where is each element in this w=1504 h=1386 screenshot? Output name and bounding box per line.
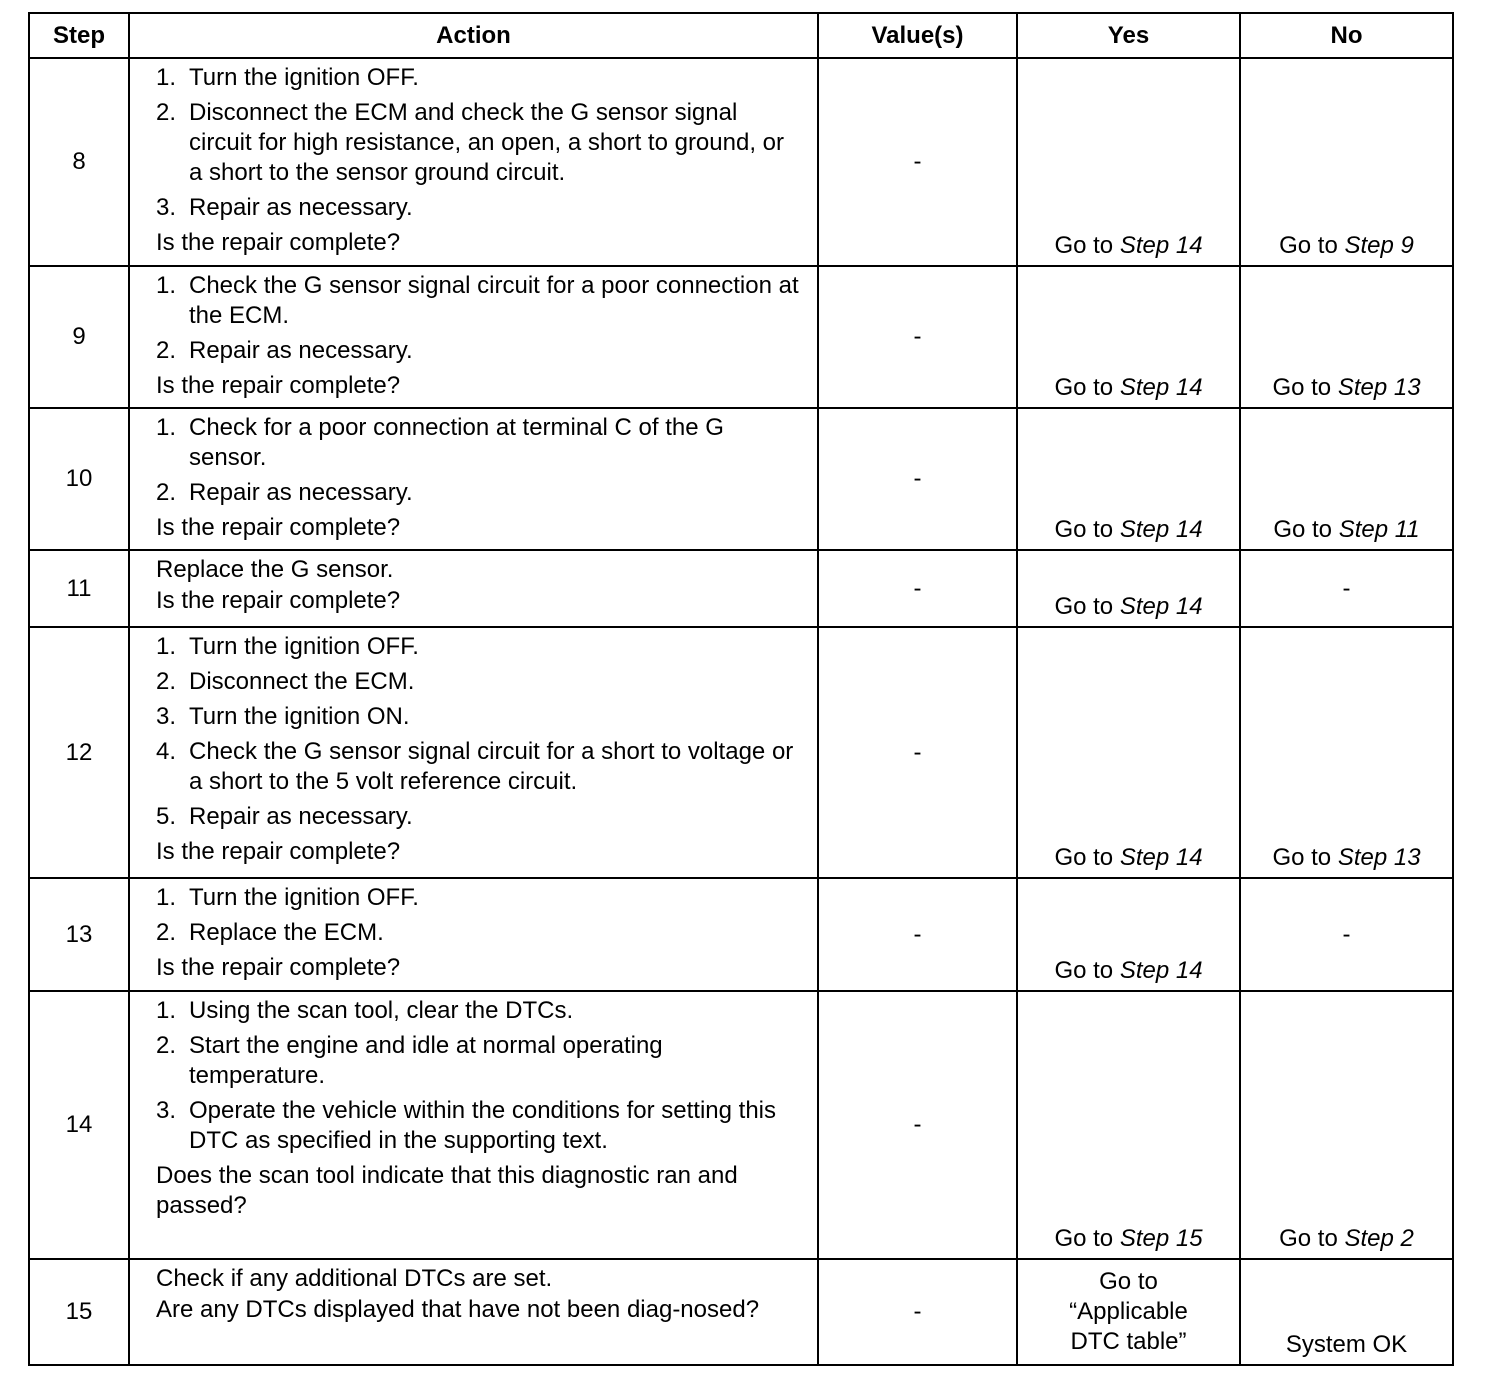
item-number: 3. [156,1097,177,1124]
no-cell [1240,991,1453,1259]
step-reference: Step 14 [1119,593,1203,620]
item-text: Repair as necessary. [189,194,413,221]
goto-prefix: Go to [1054,593,1120,620]
item-number: 1. [156,414,177,441]
item-number: 1. [156,884,177,911]
item-text: Turn the ignition OFF. [189,884,419,911]
action-cell [129,1259,818,1365]
item-number: 1. [156,272,177,299]
goto-prefix: Go to [1272,844,1338,871]
goto-prefix: Go to [1054,516,1120,543]
table-row [29,408,1453,550]
action-item [156,1031,799,1091]
value-cell: - [818,550,1017,627]
step-number: 8 [29,58,129,266]
goto-prefix: Go to [1273,516,1339,543]
yes-cell [1017,550,1240,627]
yes-line: DTC table” [1070,1328,1187,1355]
value-cell: - [818,1259,1017,1365]
item-number: 2. [156,668,177,695]
no-cell [1240,58,1453,266]
value-cell: - [818,408,1017,550]
goto-prefix: Go to [1272,374,1338,401]
value-cell: - [818,878,1017,991]
goto-prefix: Go to [1054,844,1120,871]
no-cell [1240,408,1453,550]
action-text: Replace the G sensor. [156,556,394,583]
action-item [156,918,799,948]
item-number: 2. [156,337,177,364]
action-item [156,98,799,188]
no-cell [1240,878,1453,991]
no-cell [1240,266,1453,408]
item-text: Start the engine and idle at normal operating temperature. [189,1032,663,1089]
item-text: Repair as necessary. [189,803,413,830]
item-text: Disconnect the ECM. [189,668,415,695]
header-row [29,13,1453,58]
yes-cell [1017,1259,1240,1365]
no-text: - [1342,574,1351,602]
item-text: Turn the ignition OFF. [189,64,419,91]
yes-cell [1017,58,1240,266]
step-reference: Step 15 [1119,1225,1203,1252]
yes-line: “Applicable [1069,1298,1188,1325]
goto-prefix: Go to [1054,957,1120,984]
action-item [156,271,799,331]
item-number: 3. [156,703,177,730]
item-text: Check the G sensor signal circuit for a poor connection at the ECM. [189,272,799,329]
action-question: Is the repair complete? [156,587,401,614]
step-reference: Step 14 [1119,516,1203,543]
item-number: 4. [156,738,177,765]
item-text: Using the scan tool, clear the DTCs. [189,997,574,1024]
item-number: 2. [156,919,177,946]
no-cell [1240,627,1453,878]
step-number: 13 [29,878,129,991]
header-step: Step [29,13,129,58]
step-number: 10 [29,408,129,550]
item-text: Turn the ignition OFF. [189,633,419,660]
goto-prefix: Go to [1054,1225,1120,1252]
action-item [156,996,799,1026]
yes-cell [1017,627,1240,878]
yes-line: Go to [1099,1268,1158,1295]
item-text: Disconnect the ECM and check the G sensor signal circuit for high resistance, an open, a short to ground, or a short to the sensor ground circuit. [189,99,784,186]
table-row [29,991,1453,1259]
header-yes: Yes [1017,13,1240,58]
value-cell: - [818,266,1017,408]
item-number: 2. [156,479,177,506]
no-text: System OK [1285,1331,1408,1358]
goto-prefix: Go to [1054,374,1120,401]
action-item [156,193,799,223]
item-text: Replace the ECM. [189,919,384,946]
step-reference: Step 13 [1337,374,1421,401]
step-reference: Step 11 [1338,516,1420,543]
action-question: Is the repair complete? [156,954,401,981]
goto-prefix: Go to [1279,1225,1345,1252]
goto-prefix: Go to [1279,232,1345,259]
header-values: Value(s) [818,13,1017,58]
step-reference: Step 14 [1119,232,1203,259]
action-item [156,1096,799,1156]
step-number: 12 [29,627,129,878]
action-item [156,802,799,832]
yes-cell [1017,991,1240,1259]
action-cell [129,266,818,408]
value-cell: - [818,991,1017,1259]
action-item [156,632,799,662]
item-number: 2. [156,99,177,126]
action-item [156,737,799,797]
step-number: 14 [29,991,129,1259]
header-no: No [1240,13,1453,58]
action-question: Is the repair complete? [156,838,401,865]
item-text: Operate the vehicle within the conditions for setting this DTC as specified in the supporting text. [189,1097,776,1154]
table-row [29,266,1453,408]
table-row [29,550,1453,627]
action-item [156,63,799,93]
table-row [29,627,1453,878]
action-cell [129,627,818,878]
yes-cell [1017,266,1240,408]
action-cell [129,408,818,550]
action-item [156,336,799,366]
item-number: 1. [156,997,177,1024]
goto-prefix: Go to [1054,232,1120,259]
item-text: Turn the ignition ON. [189,703,410,730]
item-text: Check for a poor connection at terminal C of the G sensor. [189,414,724,471]
action-item [156,667,799,697]
action-cell [129,550,818,627]
table-row [29,1259,1453,1365]
no-text: - [1342,920,1351,948]
item-number: 2. [156,1032,177,1059]
step-number: 15 [29,1259,129,1365]
action-text: Check if any additional DTCs are set. [156,1265,553,1292]
action-cell [129,991,818,1259]
yes-cell [1017,408,1240,550]
step-number: 11 [29,550,129,627]
step-reference: Step 14 [1119,844,1203,871]
diagnostic-table [28,12,1454,1366]
item-number: 3. [156,194,177,221]
header-action: Action [129,13,818,58]
action-item [156,478,799,508]
table-row [29,58,1453,266]
step-reference: Step 2 [1344,1225,1414,1252]
action-question: Is the repair complete? [156,229,401,256]
no-cell [1240,550,1453,627]
item-text: Check the G sensor signal circuit for a short to voltage or a short to the 5 volt reference circuit. [189,738,794,795]
step-number: 9 [29,266,129,408]
action-question: Is the repair complete? [156,372,401,399]
action-question: Are any DTCs displayed that have not been diag-nosed? [156,1296,760,1323]
action-cell [129,878,818,991]
action-cell [129,58,818,266]
value-cell: - [818,627,1017,878]
action-item [156,883,799,913]
item-number: 5. [156,803,177,830]
item-number: 1. [156,633,177,660]
step-reference: Step 14 [1119,957,1203,984]
yes-cell [1017,878,1240,991]
action-question: Is the repair complete? [156,514,401,541]
action-question: Does the scan tool indicate that this diagnostic ran and passed? [156,1162,738,1219]
no-cell [1240,1259,1453,1365]
item-number: 1. [156,64,177,91]
action-item [156,413,799,473]
step-reference: Step 13 [1337,844,1421,871]
action-item [156,702,799,732]
table-row [29,878,1453,991]
value-cell: - [818,58,1017,266]
item-text: Repair as necessary. [189,479,413,506]
step-reference: Step 14 [1119,374,1203,401]
step-reference: Step 9 [1344,232,1414,259]
item-text: Repair as necessary. [189,337,413,364]
